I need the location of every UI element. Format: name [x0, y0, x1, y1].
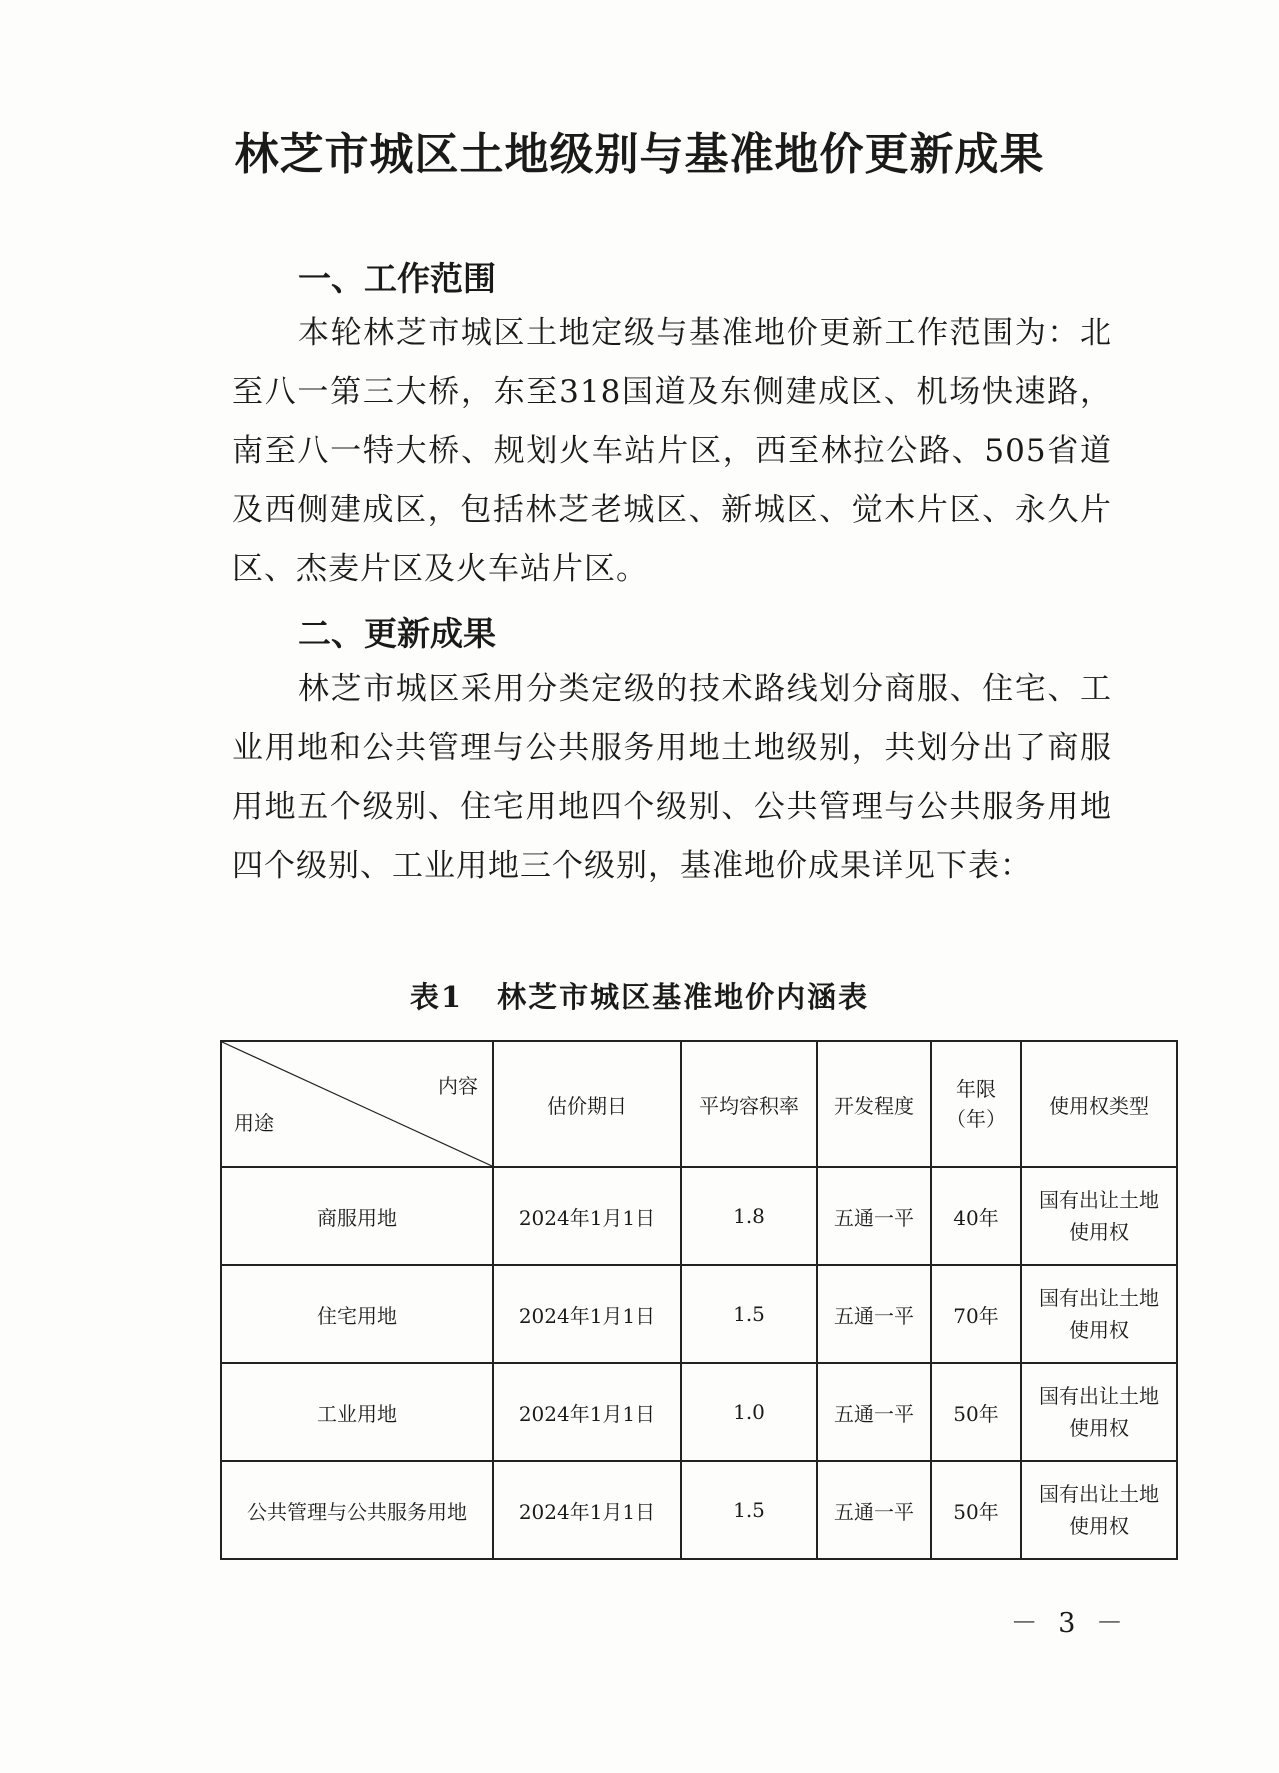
section-paragraph-scope: 本轮林芝市城区土地定级与基准地价更新工作范围为：北至八一第三大桥，东至318国道及东侧建成区、机场快速路，南至八一特大桥、规划火车站片区，西至林拉公路、505省道及西侧建成区，包括林芝老城区、新城区、觉木片区、永久片区、杰麦片区及火车站片区。 — [232, 315, 1112, 587]
cell-dev: 五通一平 — [817, 1167, 931, 1265]
section-paragraph-results: 林芝市城区采用分类定级的技术路线划分商服、住宅、工业用地和公共管理与公共服务用地土地级别，共划分出了商服用地五个级别、住宅用地四个级别、公共管理与公共服务用地四个级别、工业用地三个级别，基准地价成果详见下表： — [232, 671, 1112, 884]
table-caption-number: 表1 — [409, 980, 464, 1014]
cell-term: 70年 — [931, 1265, 1021, 1363]
document-title: 林芝市城区土地级别与基准地价更新成果 — [234, 129, 1045, 180]
cell-date: 2024年1月1日 — [493, 1461, 681, 1559]
header-term-line2: （年） — [946, 1107, 1006, 1131]
table-row — [221, 1461, 1177, 1559]
cell-right-type-line2: 使用权 — [1069, 1514, 1129, 1538]
header-corner-cell — [221, 1041, 493, 1167]
cell-dev: 五通一平 — [817, 1265, 931, 1363]
cell-dev: 五通一平 — [817, 1363, 931, 1461]
page-number: － 3 － — [1010, 1608, 1129, 1639]
table-header-row — [221, 1041, 1177, 1167]
diagonal-line — [222, 1042, 492, 1166]
cell-use: 住宅用地 — [221, 1265, 493, 1363]
cell-right-type-line2: 使用权 — [1069, 1220, 1129, 1244]
cell-date: 2024年1月1日 — [493, 1265, 681, 1363]
cell-term: 40年 — [931, 1167, 1021, 1265]
table-row — [221, 1167, 1177, 1265]
cell-right-type — [1021, 1265, 1177, 1363]
cell-right-type-line2: 使用权 — [1069, 1318, 1129, 1342]
cell-far: 1.8 — [681, 1167, 817, 1265]
cell-far: 1.5 — [681, 1265, 817, 1363]
cell-term: 50年 — [931, 1461, 1021, 1559]
cell-use: 商服用地 — [221, 1167, 493, 1265]
header-corner-top-label: 内容 — [438, 1074, 478, 1098]
cell-right-type-line1: 国有出让土地 — [1039, 1482, 1159, 1506]
cell-use: 工业用地 — [221, 1363, 493, 1461]
land-price-table — [220, 1040, 1178, 1560]
cell-date: 2024年1月1日 — [493, 1363, 681, 1461]
cell-use: 公共管理与公共服务用地 — [221, 1461, 493, 1559]
cell-right-type-line1: 国有出让土地 — [1039, 1188, 1159, 1212]
cell-right-type — [1021, 1461, 1177, 1559]
header-right-type: 使用权类型 — [1021, 1041, 1177, 1167]
header-term-line1: 年限 — [956, 1077, 996, 1101]
section-heading-results: 二、更新成果 — [298, 614, 496, 653]
cell-right-type — [1021, 1167, 1177, 1265]
table-row — [221, 1265, 1177, 1363]
header-date: 估价期日 — [493, 1041, 681, 1167]
table-caption-text: 林芝市城区基准地价内涵表 — [497, 980, 870, 1014]
section-heading-scope: 一、工作范围 — [298, 259, 496, 298]
cell-right-type-line2: 使用权 — [1069, 1416, 1129, 1440]
header-corner-bottom-label: 用途 — [234, 1111, 274, 1135]
cell-term: 50年 — [931, 1363, 1021, 1461]
cell-dev: 五通一平 — [817, 1461, 931, 1559]
cell-right-type-line1: 国有出让土地 — [1039, 1384, 1159, 1408]
header-far: 平均容积率 — [681, 1041, 817, 1167]
header-dev: 开发程度 — [817, 1041, 931, 1167]
cell-date: 2024年1月1日 — [493, 1167, 681, 1265]
cell-right-type-line1: 国有出让土地 — [1039, 1286, 1159, 1310]
table-caption — [0, 975, 1279, 1016]
table-row — [221, 1363, 1177, 1461]
cell-far: 1.0 — [681, 1363, 817, 1461]
cell-far: 1.5 — [681, 1461, 817, 1559]
header-term — [931, 1041, 1021, 1167]
cell-right-type — [1021, 1363, 1177, 1461]
